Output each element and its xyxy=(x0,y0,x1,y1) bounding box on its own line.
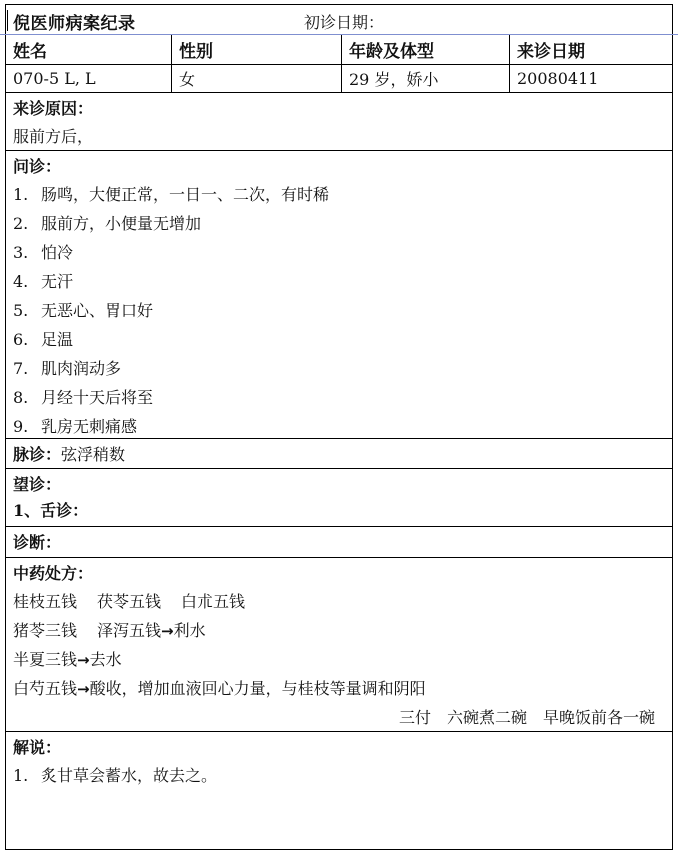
diagnosis-section xyxy=(6,527,672,558)
inquiry-item-text: 肌肉润动多 xyxy=(41,359,122,378)
inquiry-item-number: 8. xyxy=(13,388,29,407)
inquiry-item xyxy=(13,180,665,209)
inquiry-item xyxy=(13,238,665,267)
gender-value: 女 xyxy=(172,65,342,92)
prescription-line-2 xyxy=(13,616,665,645)
visit-date-value: 20080411 xyxy=(517,69,599,88)
observation-label: 望诊： xyxy=(13,475,62,494)
herb-zhuling: 猪苓三钱 xyxy=(13,621,78,640)
dosage-instructions: 三付 六碗煮二碗 早晚饭前各一碗 xyxy=(398,708,655,727)
inquiry-item-text: 足温 xyxy=(41,330,74,349)
inquiry-item-number: 2. xyxy=(13,214,29,233)
herb-fuling: 茯苓五钱 xyxy=(97,592,162,611)
inquiry-item xyxy=(13,383,665,412)
inquiry-item-number: 3. xyxy=(13,243,29,262)
inquiry-item xyxy=(13,412,665,441)
prescription-line-1 xyxy=(13,587,665,616)
inquiry-item-text: 服前方，小便量无增加 xyxy=(41,214,202,233)
inquiry-item-text: 月经十天后将至 xyxy=(41,388,154,407)
gender-header: 性别 xyxy=(172,35,342,64)
diagnosis-label: 诊断： xyxy=(13,533,62,552)
record-header xyxy=(6,5,672,35)
inquiry-item-text: 无汗 xyxy=(41,272,74,291)
arrow-right-icon: → xyxy=(77,651,90,669)
inquiry-item-number: 4. xyxy=(13,272,29,291)
explanation-item xyxy=(13,761,665,790)
visit-reason-label: 来诊原因： xyxy=(13,99,94,118)
inquiry-item-text: 乳房无刺痛感 xyxy=(41,417,138,436)
pulse-label: 脉诊： xyxy=(13,445,62,464)
herb-baizhu: 白朮五钱 xyxy=(181,592,246,611)
name-header: 姓名 xyxy=(6,35,172,64)
prescription-line-4 xyxy=(13,674,665,703)
inquiry-list xyxy=(13,180,665,441)
explanation-list xyxy=(13,761,665,790)
herb-zexie-effect: 利水 xyxy=(173,621,206,640)
record-title: 倪医师病案纪录 xyxy=(13,14,136,34)
prescription-section xyxy=(6,558,672,732)
herb-zexie: 泽泻五钱 xyxy=(97,621,162,640)
inquiry-item-number: 7. xyxy=(13,359,29,378)
info-header-row xyxy=(6,35,672,65)
age-build-header: 年龄及体型 xyxy=(342,35,510,64)
inquiry-item-text: 肠鸣，大便正常，一日一、二次，有时稀 xyxy=(41,185,330,204)
pulse-text: 弦浮稍数 xyxy=(61,445,126,464)
visit-date-header: 来诊日期 xyxy=(517,42,585,62)
inquiry-item xyxy=(13,354,665,383)
age-build-value: 29 岁，娇小 xyxy=(342,65,510,92)
first-visit-date-label: 初诊日期： xyxy=(304,13,385,32)
explanation-item-text: 炙甘草会蓄水，故去之。 xyxy=(41,766,218,785)
explanation-section xyxy=(6,732,672,848)
herb-banxia-effect: 去水 xyxy=(89,650,122,669)
inquiry-item xyxy=(13,296,665,325)
inquiry-item-number: 6. xyxy=(13,330,29,349)
inquiry-item-number: 5. xyxy=(13,301,29,320)
visit-reason-section xyxy=(6,93,672,151)
visit-reason-text: 服前方后， xyxy=(13,127,94,146)
inquiry-item-number: 9. xyxy=(13,417,29,436)
inquiry-item xyxy=(13,325,665,354)
medical-record-sheet xyxy=(5,4,673,850)
inquiry-section xyxy=(6,151,672,439)
arrow-right-icon: → xyxy=(77,680,90,698)
prescription-line-3 xyxy=(13,645,665,674)
herb-baishao: 白芍五钱 xyxy=(13,679,78,698)
herb-baishao-effect: 酸收，增加血液回心力量，与桂枝等量调和阴阳 xyxy=(89,679,426,698)
explanation-label: 解说： xyxy=(13,738,62,757)
inquiry-item xyxy=(13,209,665,238)
prescription-label: 中药处方： xyxy=(13,564,94,583)
text-cursor xyxy=(7,10,8,31)
tongue-diagnosis-label: 1、舌诊： xyxy=(13,501,89,520)
explanation-item-number: 1. xyxy=(13,766,29,785)
inquiry-item-number: 1. xyxy=(13,185,29,204)
info-value-row xyxy=(6,65,672,93)
inquiry-item-text: 无恶心、胃口好 xyxy=(41,301,154,320)
herb-banxia: 半夏三钱 xyxy=(13,650,78,669)
pulse-section xyxy=(6,439,672,469)
inquiry-item-text: 怕冷 xyxy=(41,243,74,262)
inquiry-label: 问诊： xyxy=(13,157,62,176)
inquiry-item xyxy=(13,267,665,296)
name-value: 070-5 L, L xyxy=(6,65,172,92)
header-underline xyxy=(0,34,678,35)
herb-guizhi: 桂枝五钱 xyxy=(13,592,78,611)
arrow-right-icon: → xyxy=(161,622,174,640)
observation-section xyxy=(6,469,672,527)
